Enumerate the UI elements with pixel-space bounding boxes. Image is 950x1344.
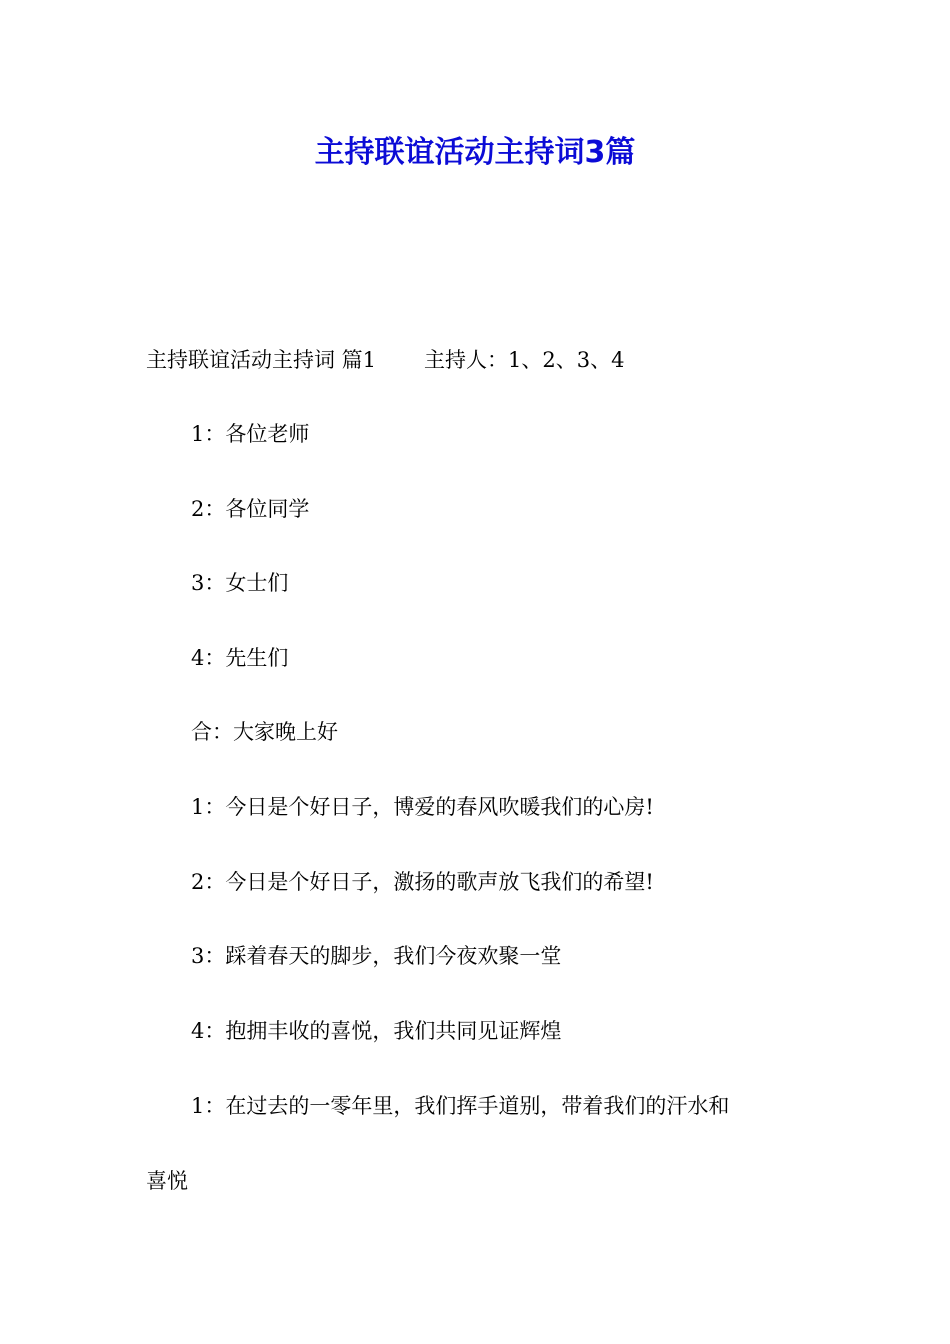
hosts-list: 主持人：1、2、3、4 (424, 348, 625, 372)
dialogue-line: 1：在过去的一零年里，我们挥手道别，带着我们的汗水和 (191, 1094, 730, 1118)
dialogue-line: 合：大家晚上好 (191, 720, 338, 744)
dialogue-line-continuation: 喜悦 (146, 1169, 188, 1193)
dialogue-line: 1：今日是个好日子，博爱的春风吹暖我们的心房! (191, 795, 654, 819)
dialogue-line: 2：各位同学 (191, 497, 310, 521)
dialogue-line: 4：先生们 (191, 646, 289, 670)
dialogue-line: 3：女士们 (191, 571, 289, 595)
section-heading-line (146, 345, 625, 375)
dialogue-line: 3：踩着春天的脚步，我们今夜欢聚一堂 (191, 944, 562, 968)
section-heading: 主持联谊活动主持词 篇1 (146, 348, 377, 372)
dialogue-line: 1：各位老师 (191, 422, 310, 446)
dialogue-line: 4：抱拥丰收的喜悦，我们共同见证辉煌 (191, 1019, 562, 1043)
document-title: 主持联谊活动主持词3篇 (314, 135, 636, 170)
dialogue-line: 2：今日是个好日子，激扬的歌声放飞我们的希望! (191, 870, 654, 894)
